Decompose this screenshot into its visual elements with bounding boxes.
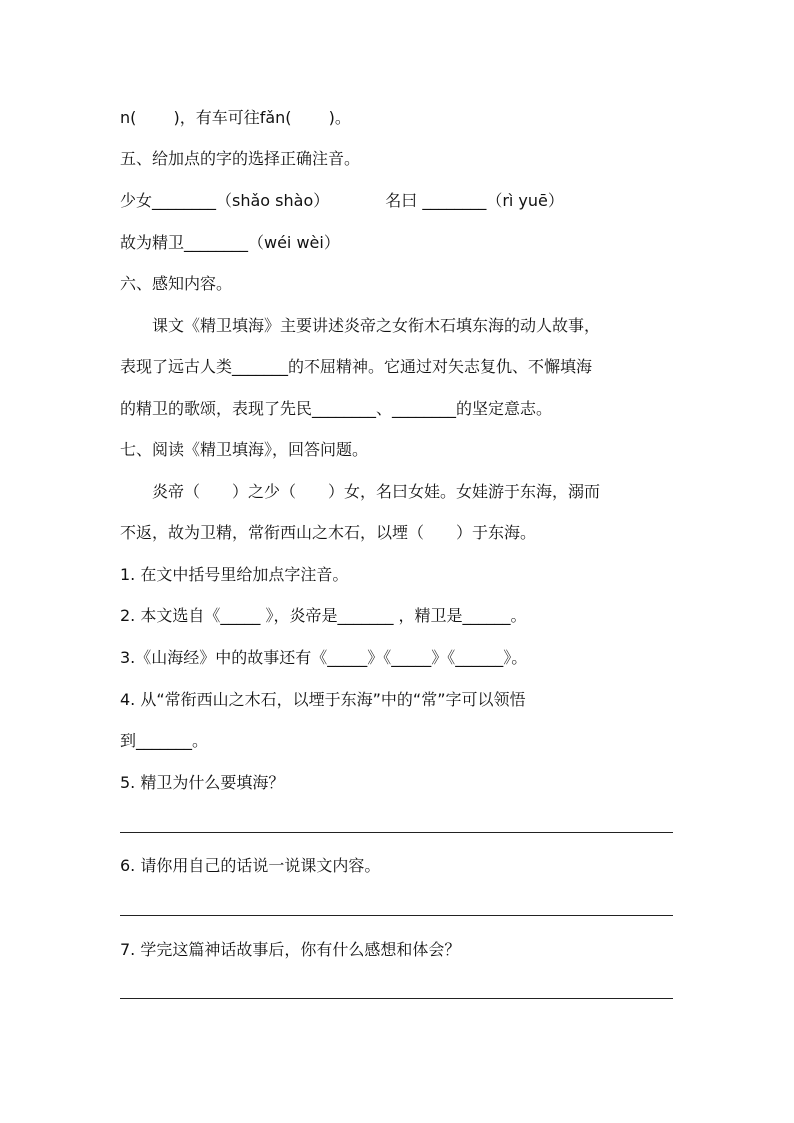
question-4-line-2: 到_______。 [120,731,209,750]
section-seven-heading: 七、阅读《精卫填海》，回答问题。 [120,440,369,459]
pronunciation-choice-line-1: 少女________（shǎo shào） 名曰 ________（rì yuē） [120,191,564,210]
content-paragraph-line-1: 课文《精卫填海》主要讲述炎帝之女衔木石填东海的动人故事， [152,316,601,335]
question-5: 5. 精卫为什么要填海？ [120,773,285,792]
question-2: 2. 本文选自《_____ 》，炎帝是_______ ，精卫是______。 [120,606,527,625]
pinyin-fill-line: n( )，有车可往fǎn( )。 [120,108,351,127]
content-paragraph-line-2: 表现了远古人类_______的不屈精神。它通过对矢志复仇、不懈填海 [120,357,593,376]
question-3: 3.《山海经》中的故事还有《_____》《_____》《______》。 [120,648,528,667]
question-6: 6. 请你用自己的话说一说课文内容。 [120,856,381,875]
reading-text-line-1: 炎帝（ ）之少（ ）女，名曰女娃。女娃游于东海，溺而 [152,482,601,501]
pronunciation-choice-line-2: 故为精卫________（wéi wèi） [120,233,340,252]
section-five-heading: 五、给加点的字的选择正确注音。 [120,149,361,168]
reading-text-line-2: 不返，故为卫精，常衔西山之木石，以堙（ ）于东海。 [120,523,537,542]
content-paragraph-line-3: 的精卫的歌颂，表现了先民________、________的坚定意志。 [120,399,553,418]
question-4-line-1: 4. 从“常衔西山之木石，以堙于东海”中的“常”字可以领悟 [120,690,526,709]
question-1: 1. 在文中括号里给加点字注音。 [120,565,349,584]
answer-line-5 [120,832,673,833]
answer-line-6 [120,915,673,916]
answer-line-7 [120,998,673,999]
question-7: 7. 学完这篇神话故事后，你有什么感想和体会？ [120,940,461,959]
section-six-heading: 六、感知内容。 [120,274,233,293]
